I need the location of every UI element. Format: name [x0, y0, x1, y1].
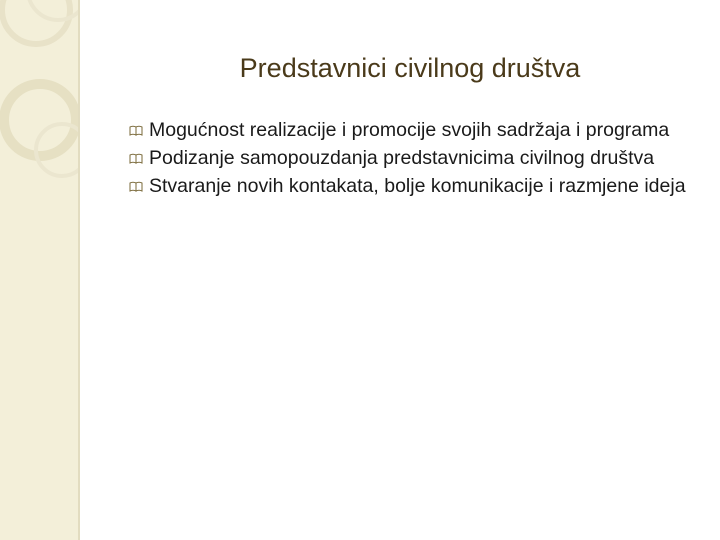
- book-icon: [129, 181, 143, 192]
- book-icon: [129, 153, 143, 164]
- slide-title: Predstavnici civilnog društva: [239, 53, 581, 83]
- bullet-item: [127, 172, 702, 200]
- book-icon: [129, 125, 143, 136]
- bullet-item: [127, 116, 702, 144]
- bullet-text: Mogućnost realizacije i promocije svojih sadržaja i programa: [149, 119, 670, 141]
- side-decoration-panel: [0, 0, 78, 540]
- bullet-list: [127, 116, 702, 200]
- bullet-item: [127, 144, 702, 172]
- side-panel-edge: [78, 0, 80, 540]
- circles-ornament: [0, 0, 78, 540]
- bullet-text: Stvaranje novih kontakata, bolje komunikacije i razmjene ideja: [149, 175, 686, 197]
- bullet-text: Podizanje samopouzdanja predstavnicima civilnog društva: [149, 147, 655, 169]
